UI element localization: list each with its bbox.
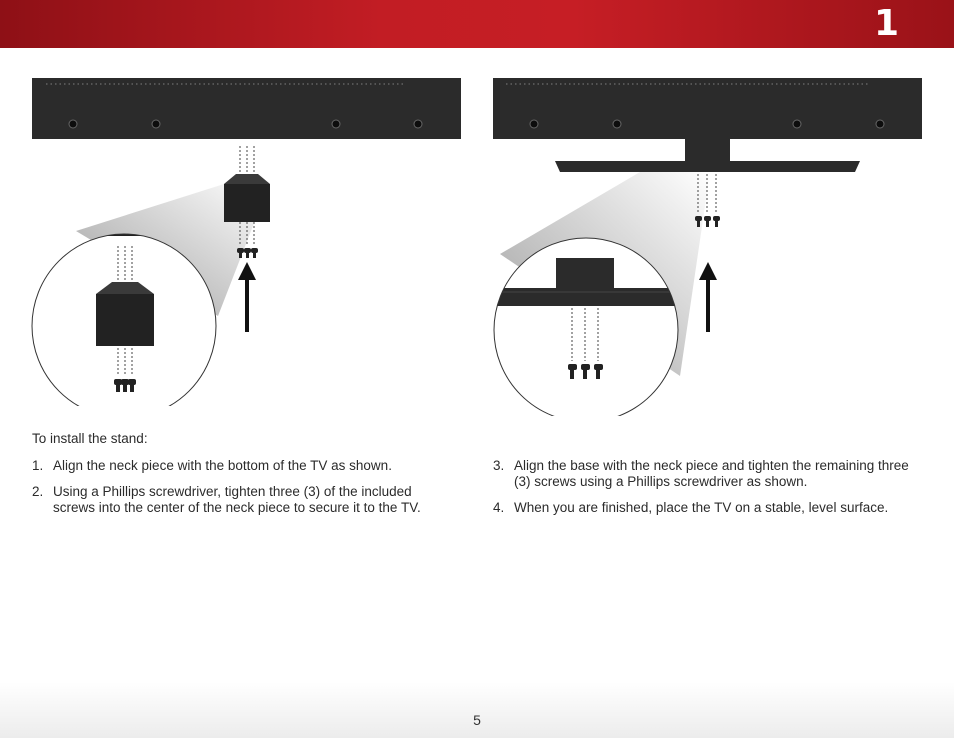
step-3 [493, 458, 923, 490]
neck-piece [224, 184, 270, 222]
page-number: 5 [473, 712, 481, 728]
steps-left-list [32, 458, 452, 526]
intro-text: To install the stand: [32, 431, 148, 446]
step-number: 3. [493, 458, 505, 473]
step-4 [493, 500, 923, 516]
step-number: 2. [32, 484, 44, 499]
tv-bottom-edge [493, 78, 922, 139]
stand-base [555, 161, 860, 172]
steps-right-list [493, 458, 923, 526]
step-text: When you are finished, place the TV on a stable, level surface. [514, 500, 889, 515]
step-text: Align the base with the neck piece and tighten the remaining three (3) screws using a Phillips screwdriver as shown. [514, 458, 909, 489]
chapter-header-bar [0, 0, 954, 48]
step-number: 1. [32, 458, 44, 473]
chapter-number: 1 [873, 3, 899, 44]
step-2 [32, 484, 452, 516]
page-footer [0, 682, 954, 738]
tv-bottom-edge [32, 78, 461, 139]
step-1 [32, 458, 452, 474]
step-text: Using a Phillips screwdriver, tighten three (3) of the included screws into the center of the neck piece to secure it to the TV. [53, 484, 421, 515]
base-install-diagram [490, 76, 930, 416]
step-text: Align the neck piece with the bottom of the TV as shown. [53, 458, 392, 473]
step-number: 4. [493, 500, 505, 515]
neck-piece [685, 139, 730, 161]
neck-install-diagram [28, 76, 468, 406]
